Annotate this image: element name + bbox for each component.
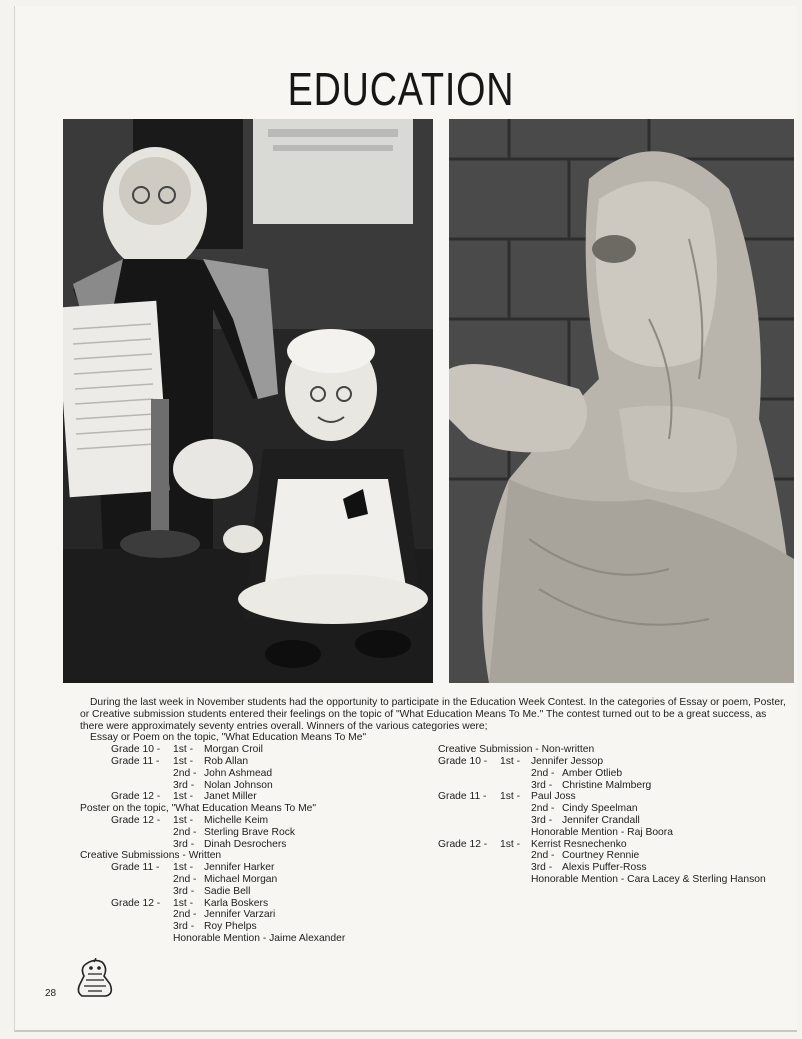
place-label: 2nd - bbox=[531, 803, 555, 815]
winner-name: Courtney Rennie bbox=[562, 850, 640, 862]
winner-name: Nolan Johnson bbox=[204, 779, 273, 791]
winner-name: Cindy Speelman bbox=[562, 803, 638, 815]
photo-sculpture bbox=[449, 119, 794, 683]
winner-name: Jennifer Crandall bbox=[562, 814, 640, 826]
place-label: 1st - bbox=[173, 862, 194, 874]
winner-name: Kerrist Resnechenko bbox=[531, 838, 627, 850]
winner-entry bbox=[438, 768, 788, 780]
winners-subheading: Creative Submission - Non-written bbox=[438, 744, 595, 756]
grade-label: Grade 12 - bbox=[111, 791, 161, 803]
winner-name: Sadie Bell bbox=[204, 885, 251, 897]
winners-subheading: Poster on the topic, "What Education Means To Me" bbox=[80, 803, 317, 815]
grade-label: Grade 11 - bbox=[111, 755, 160, 767]
grade-label: Grade 12 - bbox=[438, 838, 488, 850]
place-label: 1st - bbox=[173, 755, 194, 767]
place-label: 1st - bbox=[500, 755, 521, 767]
winner-entry bbox=[80, 874, 420, 886]
winners-right-column bbox=[438, 744, 788, 886]
winner-entry bbox=[438, 850, 788, 862]
place-label: 3rd - bbox=[531, 779, 553, 791]
place-label: 3rd - bbox=[173, 779, 195, 791]
winners-subheading: Honorable Mention - Cara Lacey & Sterling Hanson bbox=[531, 873, 766, 885]
winner-entry bbox=[80, 909, 420, 921]
winner-entry bbox=[438, 780, 788, 792]
place-label: 1st - bbox=[173, 897, 194, 909]
essay-heading: Essay or Poem on the topic, "What Education Means To Me" bbox=[90, 732, 367, 744]
intro-paragraph: During the last week in November students had the opportunity to participate in the Education Week Contest. In the categories of Essay or poem, Poster, or Creative submission students entered their feelings on the topic of "What Education Means To Me." The contest turned out to be a great success, as there were approximately seventy entries overall. Winners of the various categories were; bbox=[80, 697, 786, 732]
place-label: 3rd - bbox=[531, 814, 553, 826]
winner-name: Morgan Croil bbox=[204, 744, 263, 756]
winner-entry bbox=[438, 791, 788, 803]
place-label: 2nd - bbox=[531, 850, 555, 862]
winner-name: Janet Miller bbox=[204, 791, 257, 803]
place-label: 2nd - bbox=[173, 909, 197, 921]
winner-entry bbox=[80, 839, 420, 851]
winner-name: Amber Otlieb bbox=[562, 767, 623, 779]
article-body bbox=[80, 697, 786, 944]
winner-entry bbox=[80, 886, 420, 898]
page-title: EDUCATION bbox=[287, 63, 515, 115]
place-label: 1st - bbox=[173, 744, 194, 756]
place-label: 3rd - bbox=[531, 862, 553, 874]
place-label: 1st - bbox=[500, 838, 521, 850]
grade-label: Grade 11 - bbox=[438, 791, 487, 803]
winner-name: Sterling Brave Rock bbox=[204, 826, 295, 838]
winner-name: Michelle Keim bbox=[204, 814, 269, 826]
winner-entry bbox=[80, 815, 420, 827]
winner-name: Christine Malmberg bbox=[562, 779, 652, 791]
winner-entry bbox=[80, 744, 420, 756]
winner-entry bbox=[438, 803, 788, 815]
winners-subheading: Creative Submissions - Written bbox=[80, 850, 222, 862]
winner-name: Rob Allan bbox=[204, 755, 249, 767]
place-label: 3rd - bbox=[173, 885, 195, 897]
winner-name: Alexis Puffer-Ross bbox=[562, 862, 647, 874]
winner-entry bbox=[80, 862, 420, 874]
winner-name: Roy Phelps bbox=[204, 921, 257, 933]
grade-label: Grade 12 - bbox=[111, 897, 161, 909]
grade-label: Grade 11 - bbox=[111, 862, 160, 874]
winner-entry bbox=[80, 768, 420, 780]
place-label: 1st - bbox=[500, 791, 521, 803]
place-label: 3rd - bbox=[173, 838, 195, 850]
mascot-logo bbox=[74, 958, 116, 998]
winner-name: Jennifer Varzari bbox=[204, 909, 276, 921]
winner-name: Jennifer Jessop bbox=[531, 755, 604, 767]
winner-entry bbox=[80, 756, 420, 768]
winners-subheading: Honorable Mention - Jaime Alexander bbox=[173, 932, 346, 944]
winner-name: Jennifer Harker bbox=[204, 862, 275, 874]
winner-entry bbox=[438, 839, 788, 851]
place-label: 2nd - bbox=[173, 873, 197, 885]
place-label: 2nd - bbox=[173, 767, 197, 779]
winner-name: Dinah Desrochers bbox=[204, 838, 287, 850]
winner-entry bbox=[438, 756, 788, 768]
winner-name: Michael Morgan bbox=[204, 873, 278, 885]
winner-entry bbox=[80, 898, 420, 910]
winner-entry bbox=[80, 921, 420, 933]
intro-section bbox=[80, 697, 786, 744]
winner-entry bbox=[438, 862, 788, 874]
place-label: 2nd - bbox=[173, 826, 197, 838]
grade-label: Grade 10 - bbox=[438, 755, 488, 767]
place-label: 3rd - bbox=[173, 921, 195, 933]
winner-entry bbox=[80, 791, 420, 803]
grade-label: Grade 12 - bbox=[111, 814, 161, 826]
winner-name: Karla Boskers bbox=[204, 897, 269, 909]
winner-entry bbox=[438, 815, 788, 827]
winners-subheading: Honorable Mention - Raj Boora bbox=[531, 826, 673, 838]
grade-label: Grade 10 - bbox=[111, 744, 161, 756]
photo-dolls bbox=[63, 119, 433, 683]
winners-left-column bbox=[80, 744, 420, 945]
winner-entry bbox=[80, 827, 420, 839]
place-label: 2nd - bbox=[531, 767, 555, 779]
winner-entry bbox=[80, 780, 420, 792]
page-number: 28 bbox=[45, 988, 57, 999]
winner-name: Paul Joss bbox=[531, 791, 576, 803]
winner-name: John Ashmead bbox=[204, 767, 273, 779]
place-label: 1st - bbox=[173, 814, 194, 826]
place-label: 1st - bbox=[173, 791, 194, 803]
